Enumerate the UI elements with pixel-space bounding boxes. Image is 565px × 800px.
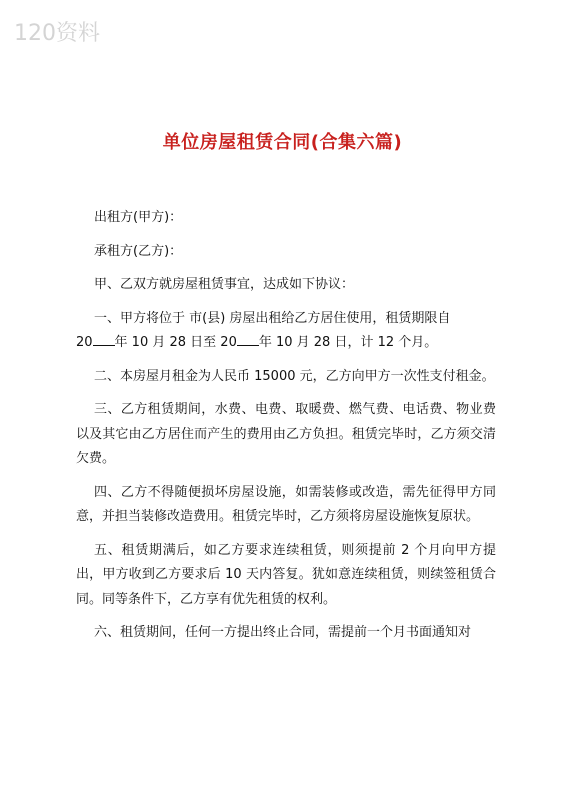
clause-1-line-2 — [76, 331, 496, 356]
watermark-text: 120资料 — [14, 21, 100, 46]
tenant-line: 承租方(乙方)： — [94, 243, 183, 259]
clause-1 — [76, 307, 496, 356]
landlord-line: 出租方(甲方)： — [94, 210, 183, 225]
clause-1-line-1: 一、甲方将位于 市(县) 房屋出租给乙方居住使用，租赁期限自 — [94, 310, 451, 326]
date-range-text: 年 10 月 28 日至 20 — [114, 335, 237, 350]
blank-underline — [93, 333, 115, 346]
year-prefix-1: 20 — [76, 335, 93, 350]
period-text: 年 10 月 28 日，计 12 个月。 — [258, 335, 438, 350]
intro-line: 甲、乙双方就房屋租赁事宜，达成如下协议： — [94, 277, 355, 292]
clause-4: 四、乙方不得随便损坏房屋设施，如需装修或改造，需先征得甲方同意，并担当装修改造费用。租赁完毕时，乙方须将房屋设施恢复原状。 — [76, 484, 496, 524]
clause-5: 五、租赁期满后，如乙方要求连续租赁，则须提前 2 个月向甲方提出，甲方收到乙方要求后 10 天内答复。犹如意连续租赁，则续签租赁合同。同等条件下，乙方享有优先租赁的权利。 — [76, 542, 496, 607]
clause-2: 二、本房屋月租金为人民币 15000 元，乙方向甲方一次性支付租金。 — [94, 368, 495, 384]
clause-6: 六、租赁期间，任何一方提出终止合同，需提前一个月书面通知对 — [94, 625, 472, 640]
blank-underline — [237, 333, 259, 346]
clause-3: 三、乙方租赁期间，水费、电费、取暖费、燃气费、电话费、物业费以及其它由乙方居住而产生的费用由乙方负担。租赁完毕时，乙方须交清欠费。 — [76, 402, 496, 466]
document-title: 单位房屋租赁合同(合集六篇) — [162, 132, 403, 153]
document-body — [76, 206, 496, 646]
